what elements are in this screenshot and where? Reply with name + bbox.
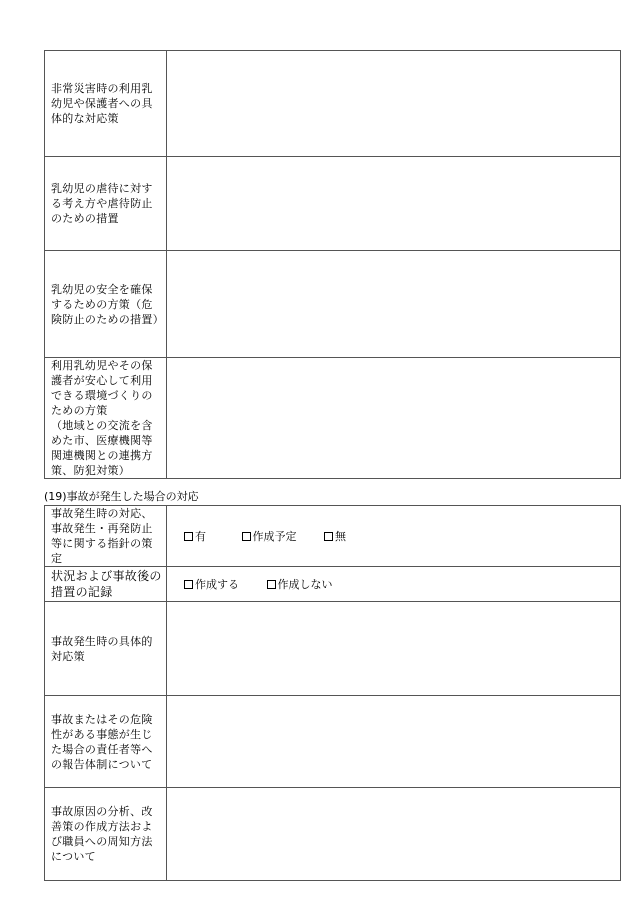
option-not-create[interactable]: 作成しない: [267, 576, 333, 592]
table-row: [45, 358, 621, 479]
accident-measures-field[interactable]: [167, 602, 621, 696]
option-planned[interactable]: 作成予定: [242, 528, 297, 544]
checkbox-icon[interactable]: [324, 532, 333, 541]
accident-policy-options: [167, 506, 621, 567]
table-row: [45, 251, 621, 358]
row-label-safety-measures: 乳幼児の安全を確保するための方策（危険防止のための措置）: [45, 251, 167, 358]
cause-analysis-field[interactable]: [167, 788, 621, 881]
checkbox-icon[interactable]: [184, 532, 193, 541]
option-none[interactable]: 無: [324, 528, 346, 544]
accident-record-options: [167, 567, 621, 602]
option-yes[interactable]: 有: [184, 528, 206, 544]
row-label-disaster-response: 非常災害時の利用乳幼児や保護者への具体的な対応策: [45, 51, 167, 157]
row-label-abuse-prevention: 乳幼児の虐待に対する考え方や虐待防止のための措置: [45, 157, 167, 251]
table-row: [45, 51, 621, 157]
table-row: [45, 567, 621, 602]
safety-measures-field[interactable]: [167, 251, 621, 358]
disaster-response-field[interactable]: [167, 51, 621, 157]
table-row: [45, 696, 621, 788]
table-row: [45, 157, 621, 251]
row-label-reporting-system: 事故またはその危険性がある事態が生じた場合の責任者等への報告体制について: [45, 696, 167, 788]
accident-response-table: [44, 505, 621, 881]
row-label-accident-record: 状況および事故後の措置の記録: [45, 567, 167, 602]
checkbox-icon[interactable]: [267, 580, 276, 589]
row-label-environment-measures: 利用乳幼児やその保護者が安心して利用できる環境づくりのための方策 （地域との交流を含めた市、医療機関等関連機関との連携方策、防犯対策）: [45, 358, 167, 479]
table-row: [45, 788, 621, 881]
facility-measures-table: [44, 50, 621, 479]
reporting-system-field[interactable]: [167, 696, 621, 788]
checkbox-icon[interactable]: [242, 532, 251, 541]
row-label-accident-measures: 事故発生時の具体的対応策: [45, 602, 167, 696]
row-label-cause-analysis: 事故原因の分析、改善策の作成方法および職員への周知方法について: [45, 788, 167, 881]
row-label-accident-policy: 事故発生時の対応、事故発生・再発防止等に関する指針の策定: [45, 506, 167, 567]
section-heading-accident-response: (19)事故が発生した場合の対応: [44, 490, 199, 503]
table-row: [45, 506, 621, 567]
abuse-prevention-field[interactable]: [167, 157, 621, 251]
checkbox-icon[interactable]: [184, 580, 193, 589]
option-create[interactable]: 作成する: [184, 576, 239, 592]
environment-measures-field[interactable]: [167, 358, 621, 479]
table-row: [45, 602, 621, 696]
